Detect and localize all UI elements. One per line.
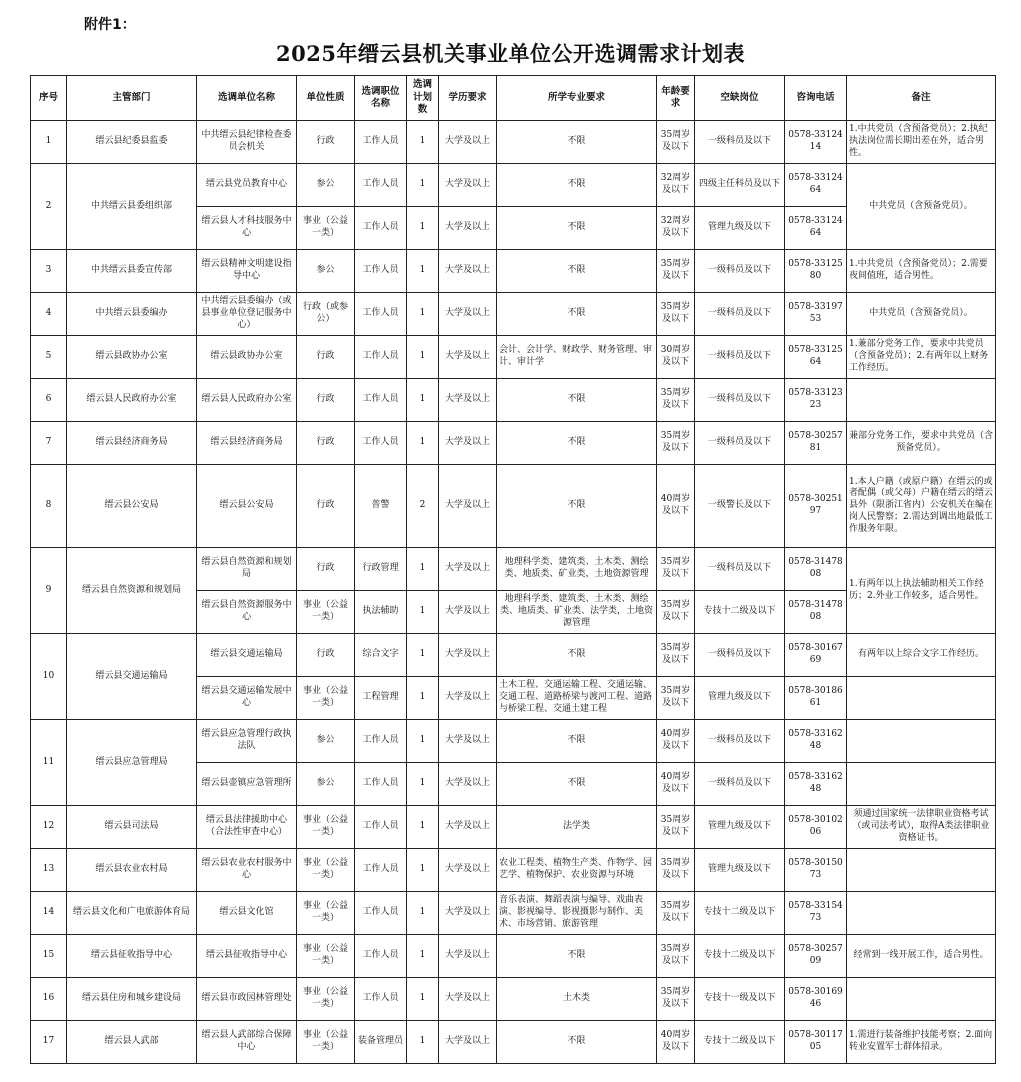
cell-nature: 事业（公益一类）	[297, 591, 355, 634]
cell-age: 35周岁及以下	[657, 293, 695, 336]
cell-count: 1	[407, 164, 439, 207]
cell-no: 2	[31, 164, 67, 250]
cell-no: 16	[31, 978, 67, 1021]
cell-dept: 缙云县纪委县监委	[67, 121, 197, 164]
cell-unit: 缙云县征收指导中心	[197, 935, 297, 978]
cell-unit: 缙云县市政园林管理处	[197, 978, 297, 1021]
cell-post: 工作人员	[355, 379, 407, 422]
cell-age: 32周岁及以下	[657, 164, 695, 207]
cell-phone: 0578-3312464	[785, 164, 847, 207]
cell-phone: 0578-3016946	[785, 978, 847, 1021]
cell-age: 35周岁及以下	[657, 379, 695, 422]
table-row	[31, 1021, 996, 1064]
cell-count: 1	[407, 379, 439, 422]
cell-dept: 中共缙云县委宣传部	[67, 250, 197, 293]
cell-major: 土木工程、交通运输工程、交通运输、交通工程、道路桥梁与渡河工程、道路与桥梁工程、交通土建工程	[497, 677, 657, 720]
cell-nature: 行政	[297, 121, 355, 164]
cell-unit: 缙云县精神文明建设指导中心	[197, 250, 297, 293]
cell-no: 5	[31, 336, 67, 379]
cell-post: 工作人员	[355, 763, 407, 806]
cell-note	[847, 379, 996, 422]
cell-note: 中共党员（含预备党员）。	[847, 293, 996, 336]
cell-major: 不限	[497, 250, 657, 293]
cell-edu: 大学及以上	[439, 849, 497, 892]
cell-major: 不限	[497, 763, 657, 806]
table-row	[31, 849, 996, 892]
cell-age: 35周岁及以下	[657, 677, 695, 720]
cell-post: 工作人员	[355, 250, 407, 293]
cell-note: 1.中共党员（含预备党员）；2.需要夜间值班，适合男性。	[847, 250, 996, 293]
cell-no: 9	[31, 548, 67, 634]
cell-major: 不限	[497, 207, 657, 250]
cell-nature: 参公	[297, 164, 355, 207]
cell-note: 1.本人户籍（或原户籍）在缙云的或者配偶（或父母）户籍在缙云的缙云县外（限浙江省内）公安机关在编在岗人民警察；2.需达到调出地最低工作服务年限。	[847, 465, 996, 548]
cell-edu: 大学及以上	[439, 548, 497, 591]
cell-note	[847, 978, 996, 1021]
cell-age: 35周岁及以下	[657, 548, 695, 591]
cell-count: 1	[407, 422, 439, 465]
cell-vacancy: 一级科员及以下	[695, 293, 785, 336]
cell-vacancy: 一级科员及以下	[695, 763, 785, 806]
cell-nature: 参公	[297, 763, 355, 806]
cell-post: 工作人员	[355, 293, 407, 336]
cell-count: 2	[407, 465, 439, 548]
cell-post: 工作人员	[355, 720, 407, 763]
cell-count: 1	[407, 935, 439, 978]
cell-no: 1	[31, 121, 67, 164]
cell-phone: 0578-3316248	[785, 763, 847, 806]
header-cell: 备注	[847, 76, 996, 121]
cell-post: 普警	[355, 465, 407, 548]
cell-note: 1.需进行装备维护技能考察；2.面向转业安置军士群体招录。	[847, 1021, 996, 1064]
cell-edu: 大学及以上	[439, 121, 497, 164]
cell-count: 1	[407, 336, 439, 379]
cell-age: 35周岁及以下	[657, 978, 695, 1021]
header-cell: 选调计划数	[407, 76, 439, 121]
cell-phone: 0578-3312414	[785, 121, 847, 164]
recruitment-plan-table	[30, 75, 996, 1064]
header-cell: 单位性质	[297, 76, 355, 121]
cell-post: 工作人员	[355, 121, 407, 164]
cell-major: 不限	[497, 121, 657, 164]
cell-note: 有两年以上综合文字工作经历。	[847, 634, 996, 677]
cell-dept: 缙云县征收指导中心	[67, 935, 197, 978]
cell-phone: 0578-3316248	[785, 720, 847, 763]
cell-count: 1	[407, 978, 439, 1021]
cell-age: 35周岁及以下	[657, 591, 695, 634]
cell-major: 不限	[497, 1021, 657, 1064]
cell-phone: 0578-3025709	[785, 935, 847, 978]
cell-count: 1	[407, 634, 439, 677]
cell-post: 工作人员	[355, 207, 407, 250]
cell-no: 17	[31, 1021, 67, 1064]
cell-major: 音乐表演、舞蹈表演与编导、戏曲表演、影视编导、影视摄影与制作、美术、市场营销、旅游管理	[497, 892, 657, 935]
cell-nature: 事业（公益一类）	[297, 892, 355, 935]
cell-note: 兼部分党务工作，要求中共党员（含预备党员）。	[847, 422, 996, 465]
cell-nature: 行政	[297, 634, 355, 677]
cell-edu: 大学及以上	[439, 763, 497, 806]
table-row	[31, 293, 996, 336]
cell-post: 工作人员	[355, 422, 407, 465]
cell-major: 不限	[497, 935, 657, 978]
cell-major: 不限	[497, 164, 657, 207]
cell-post: 工作人员	[355, 806, 407, 849]
attachment-label: 附件1：	[84, 17, 136, 33]
cell-major: 不限	[497, 379, 657, 422]
header-cell: 年龄要求	[657, 76, 695, 121]
cell-vacancy: 专技十一级及以下	[695, 978, 785, 1021]
cell-note: 中共党员（含预备党员）。	[847, 164, 996, 250]
cell-note: 须通过国家统一法律职业资格考试（或司法考试），取得A类法律职业资格证书。	[847, 806, 996, 849]
cell-no: 3	[31, 250, 67, 293]
table-row	[31, 422, 996, 465]
cell-dept: 缙云县农业农村局	[67, 849, 197, 892]
table-row	[31, 634, 996, 677]
cell-unit: 缙云县自然资源和规划局	[197, 548, 297, 591]
cell-vacancy: 专技十二级及以下	[695, 1021, 785, 1064]
cell-nature: 参公	[297, 720, 355, 763]
cell-age: 35周岁及以下	[657, 849, 695, 892]
cell-dept: 缙云县应急管理局	[67, 720, 197, 806]
cell-phone: 0578-3312323	[785, 379, 847, 422]
cell-age: 35周岁及以下	[657, 806, 695, 849]
table-header-row	[31, 76, 996, 121]
cell-age: 40周岁及以下	[657, 1021, 695, 1064]
cell-phone: 0578-3015073	[785, 849, 847, 892]
cell-count: 1	[407, 849, 439, 892]
cell-nature: 行政	[297, 422, 355, 465]
cell-post: 执法辅助	[355, 591, 407, 634]
cell-age: 40周岁及以下	[657, 763, 695, 806]
table-row	[31, 892, 996, 935]
cell-phone: 0578-3010206	[785, 806, 847, 849]
cell-nature: 事业（公益一类）	[297, 849, 355, 892]
cell-dept: 中共缙云县委编办	[67, 293, 197, 336]
cell-nature: 行政	[297, 465, 355, 548]
cell-count: 1	[407, 892, 439, 935]
cell-edu: 大学及以上	[439, 935, 497, 978]
cell-age: 40周岁及以下	[657, 465, 695, 548]
cell-unit: 缙云县人武部综合保障中心	[197, 1021, 297, 1064]
cell-note: 1.兼部分党务工作，要求中共党员（含预备党员）；2.有两年以上财务工作经历。	[847, 336, 996, 379]
cell-unit: 缙云县经济商务局	[197, 422, 297, 465]
cell-count: 1	[407, 250, 439, 293]
cell-vacancy: 专技十二级及以下	[695, 935, 785, 978]
cell-post: 工作人员	[355, 978, 407, 1021]
cell-note	[847, 720, 996, 763]
cell-phone: 0578-3312464	[785, 207, 847, 250]
cell-vacancy: 专技十二级及以下	[695, 591, 785, 634]
cell-unit: 缙云县人才科技服务中心	[197, 207, 297, 250]
cell-unit: 中共缙云县纪律检查委员会机关	[197, 121, 297, 164]
cell-unit: 缙云县党员教育中心	[197, 164, 297, 207]
cell-edu: 大学及以上	[439, 250, 497, 293]
cell-no: 11	[31, 720, 67, 806]
cell-phone: 0578-3025781	[785, 422, 847, 465]
cell-dept: 缙云县经济商务局	[67, 422, 197, 465]
cell-post: 装备管理员	[355, 1021, 407, 1064]
table-row	[31, 720, 996, 763]
cell-unit: 缙云县法律援助中心（合法性审查中心）	[197, 806, 297, 849]
cell-unit: 缙云县人民政府办公室	[197, 379, 297, 422]
cell-age: 32周岁及以下	[657, 207, 695, 250]
cell-vacancy: 一级科员及以下	[695, 379, 785, 422]
cell-major: 农业工程类、植物生产类、作物学、园艺学、植物保护、农业资源与环境	[497, 849, 657, 892]
cell-phone: 0578-3016769	[785, 634, 847, 677]
cell-count: 1	[407, 677, 439, 720]
cell-age: 30周岁及以下	[657, 336, 695, 379]
cell-no: 15	[31, 935, 67, 978]
cell-age: 35周岁及以下	[657, 121, 695, 164]
cell-post: 工作人员	[355, 849, 407, 892]
cell-count: 1	[407, 591, 439, 634]
cell-vacancy: 管理九级及以下	[695, 677, 785, 720]
cell-major: 地理科学类、建筑类、土木类、测绘类、地质类、矿业类、法学类，土地资源管理	[497, 591, 657, 634]
cell-no: 13	[31, 849, 67, 892]
cell-nature: 行政（或参公）	[297, 293, 355, 336]
cell-no: 12	[31, 806, 67, 849]
cell-unit: 缙云县壶镇应急管理所	[197, 763, 297, 806]
cell-count: 1	[407, 763, 439, 806]
cell-post: 工作人员	[355, 164, 407, 207]
cell-phone: 0578-3025197	[785, 465, 847, 548]
cell-edu: 大学及以上	[439, 591, 497, 634]
cell-nature: 事业（公益一类）	[297, 978, 355, 1021]
cell-major: 土木类	[497, 978, 657, 1021]
cell-age: 35周岁及以下	[657, 935, 695, 978]
cell-no: 4	[31, 293, 67, 336]
cell-nature: 事业（公益一类）	[297, 1021, 355, 1064]
cell-phone: 0578-3312564	[785, 336, 847, 379]
cell-no: 14	[31, 892, 67, 935]
header-cell: 空缺岗位	[695, 76, 785, 121]
cell-vacancy: 一级科员及以下	[695, 336, 785, 379]
cell-dept: 缙云县人民政府办公室	[67, 379, 197, 422]
cell-note	[847, 763, 996, 806]
cell-major: 法学类	[497, 806, 657, 849]
cell-phone: 0578-3147808	[785, 591, 847, 634]
cell-dept: 缙云县住房和城乡建设局	[67, 978, 197, 1021]
cell-count: 1	[407, 207, 439, 250]
table-row	[31, 465, 996, 548]
cell-dept: 缙云县人武部	[67, 1021, 197, 1064]
cell-vacancy: 管理九级及以下	[695, 849, 785, 892]
header-cell: 学历要求	[439, 76, 497, 121]
cell-dept: 缙云县公安局	[67, 465, 197, 548]
table-row	[31, 250, 996, 293]
cell-no: 8	[31, 465, 67, 548]
cell-edu: 大学及以上	[439, 720, 497, 763]
cell-unit: 缙云县公安局	[197, 465, 297, 548]
table-row	[31, 935, 996, 978]
cell-nature: 参公	[297, 250, 355, 293]
cell-vacancy: 一级科员及以下	[695, 422, 785, 465]
table-row	[31, 806, 996, 849]
cell-phone: 0578-3315473	[785, 892, 847, 935]
cell-vacancy: 一级科员及以下	[695, 720, 785, 763]
cell-post: 工作人员	[355, 935, 407, 978]
cell-age: 35周岁及以下	[657, 250, 695, 293]
cell-unit: 缙云县农业农村服务中心	[197, 849, 297, 892]
cell-unit: 缙云县政协办公室	[197, 336, 297, 379]
cell-dept: 中共缙云县委组织部	[67, 164, 197, 250]
cell-vacancy: 管理九级及以下	[695, 207, 785, 250]
cell-phone: 0578-3011705	[785, 1021, 847, 1064]
cell-count: 1	[407, 548, 439, 591]
cell-post: 工作人员	[355, 892, 407, 935]
cell-major: 不限	[497, 720, 657, 763]
cell-age: 40周岁及以下	[657, 720, 695, 763]
cell-dept: 缙云县司法局	[67, 806, 197, 849]
header-cell: 咨询电话	[785, 76, 847, 121]
cell-phone: 0578-3319753	[785, 293, 847, 336]
cell-phone: 0578-3147808	[785, 548, 847, 591]
cell-vacancy: 管理九级及以下	[695, 806, 785, 849]
cell-count: 1	[407, 121, 439, 164]
cell-note: 1.中共党员（含预备党员）；2.执纪执法岗位需长期出差在外，适合男性。	[847, 121, 996, 164]
cell-age: 35周岁及以下	[657, 892, 695, 935]
cell-dept: 缙云县交通运输局	[67, 634, 197, 720]
cell-major: 地理科学类、建筑类、土木类、测绘类、地质类、矿业类，土地资源管理	[497, 548, 657, 591]
cell-age: 35周岁及以下	[657, 422, 695, 465]
cell-dept: 缙云县政协办公室	[67, 336, 197, 379]
cell-vacancy: 一级科员及以下	[695, 121, 785, 164]
cell-nature: 事业（公益一类）	[297, 207, 355, 250]
cell-major: 不限	[497, 465, 657, 548]
cell-edu: 大学及以上	[439, 293, 497, 336]
cell-no: 6	[31, 379, 67, 422]
cell-edu: 大学及以上	[439, 422, 497, 465]
cell-vacancy: 专技十二级及以下	[695, 892, 785, 935]
cell-post: 综合文字	[355, 634, 407, 677]
cell-vacancy: 一级科员及以下	[695, 250, 785, 293]
cell-dept: 缙云县文化和广电旅游体育局	[67, 892, 197, 935]
cell-count: 1	[407, 720, 439, 763]
page-title: 2025年缙云县机关事业单位公开选调需求计划表	[276, 41, 745, 66]
cell-unit: 缙云县文化馆	[197, 892, 297, 935]
cell-nature: 行政	[297, 336, 355, 379]
cell-note: 经常到一线开展工作，适合男性。	[847, 935, 996, 978]
table-row	[31, 548, 996, 591]
cell-unit: 中共缙云县委编办（或县事业单位登记服务中心）	[197, 293, 297, 336]
cell-note	[847, 677, 996, 720]
cell-phone: 0578-3312580	[785, 250, 847, 293]
table-row	[31, 336, 996, 379]
cell-dept: 缙云县自然资源和规划局	[67, 548, 197, 634]
cell-edu: 大学及以上	[439, 164, 497, 207]
cell-edu: 大学及以上	[439, 806, 497, 849]
header-cell: 序号	[31, 76, 67, 121]
cell-unit: 缙云县应急管理行政执法队	[197, 720, 297, 763]
cell-phone: 0578-3018661	[785, 677, 847, 720]
cell-unit: 缙云县交通运输发展中心	[197, 677, 297, 720]
cell-age: 35周岁及以下	[657, 634, 695, 677]
cell-vacancy: 一级科员及以下	[695, 548, 785, 591]
cell-nature: 事业（公益一类）	[297, 935, 355, 978]
cell-nature: 事业（公益一类）	[297, 806, 355, 849]
cell-vacancy: 一级警长及以下	[695, 465, 785, 548]
cell-vacancy: 四级主任科员及以下	[695, 164, 785, 207]
cell-unit: 缙云县交通运输局	[197, 634, 297, 677]
cell-post: 工程管理	[355, 677, 407, 720]
cell-major: 会计、会计学、财政学、财务管理、审计、审计学	[497, 336, 657, 379]
cell-note: 1.有两年以上执法辅助相关工作经历；2.外业工作较多，适合男性。	[847, 548, 996, 634]
cell-edu: 大学及以上	[439, 207, 497, 250]
cell-post: 行政管理	[355, 548, 407, 591]
table-row	[31, 379, 996, 422]
header-cell: 所学专业要求	[497, 76, 657, 121]
cell-nature: 行政	[297, 379, 355, 422]
cell-edu: 大学及以上	[439, 336, 497, 379]
header-cell: 主管部门	[67, 76, 197, 121]
cell-unit: 缙云县自然资源服务中心	[197, 591, 297, 634]
cell-edu: 大学及以上	[439, 465, 497, 548]
cell-edu: 大学及以上	[439, 978, 497, 1021]
table-row	[31, 121, 996, 164]
cell-major: 不限	[497, 422, 657, 465]
table-row	[31, 978, 996, 1021]
cell-edu: 大学及以上	[439, 677, 497, 720]
cell-major: 不限	[497, 293, 657, 336]
cell-no: 10	[31, 634, 67, 720]
cell-nature: 事业（公益一类）	[297, 677, 355, 720]
header-cell: 选调单位名称	[197, 76, 297, 121]
cell-edu: 大学及以上	[439, 379, 497, 422]
cell-vacancy: 一级科员及以下	[695, 634, 785, 677]
header-cell: 选调职位名称	[355, 76, 407, 121]
cell-edu: 大学及以上	[439, 634, 497, 677]
cell-post: 工作人员	[355, 336, 407, 379]
cell-note	[847, 892, 996, 935]
table-row	[31, 164, 996, 207]
cell-note	[847, 849, 996, 892]
cell-edu: 大学及以上	[439, 1021, 497, 1064]
cell-count: 1	[407, 806, 439, 849]
cell-major: 不限	[497, 634, 657, 677]
cell-edu: 大学及以上	[439, 892, 497, 935]
cell-no: 7	[31, 422, 67, 465]
cell-nature: 行政	[297, 548, 355, 591]
cell-count: 1	[407, 1021, 439, 1064]
cell-count: 1	[407, 293, 439, 336]
